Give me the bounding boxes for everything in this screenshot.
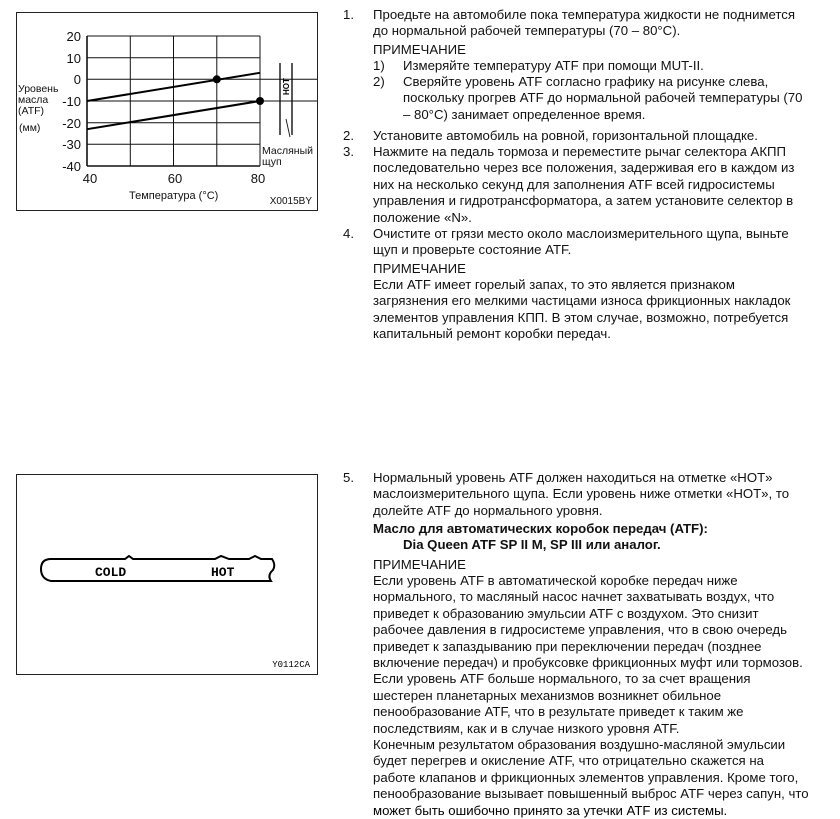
- note-text: пенообразование ATF, что в результате приведет к таким же: [373, 704, 744, 720]
- step-number: 1.: [343, 7, 354, 22]
- dipstick-shape: [41, 556, 274, 581]
- fluid-spec-title: Масло для автоматических коробок передач (ATF):: [373, 521, 708, 536]
- step-text: щуп и проверьте состояние ATF.: [373, 242, 572, 258]
- step-number: 5.: [343, 470, 354, 485]
- note-heading: ПРИМЕЧАНИЕ: [373, 42, 466, 57]
- step-text: Очистите от грязи место около маслоизмерительного щупа, выньте: [373, 226, 789, 241]
- svg-text:Уровень: Уровень: [18, 83, 59, 95]
- note-item-text: поскольку прогрев ATF до нормальной рабочей температуры (70: [403, 90, 803, 106]
- svg-text:Масляный: Масляный: [262, 145, 313, 157]
- svg-text:10: 10: [66, 51, 81, 66]
- note-text: шестерен планетарных механизмов возникнет обильное: [373, 687, 722, 703]
- note-heading: ПРИМЕЧАНИЕ: [373, 557, 466, 572]
- note-text: элементов управления КПП. В этом случае, возможно, потребуется: [373, 309, 789, 325]
- hot-mark-label: HOT: [211, 565, 235, 580]
- note-heading: ПРИМЕЧАНИЕ: [373, 261, 466, 276]
- svg-text:-40: -40: [62, 159, 81, 174]
- svg-text:-20: -20: [62, 116, 81, 131]
- note-item-text: – 80°C) занимает определенное время.: [403, 106, 646, 122]
- step-text: Проедьте на автомобиле пока температура жидкости не поднимется: [373, 7, 796, 22]
- hot-mark-label: HOT: [282, 78, 291, 95]
- figure-code: X0015BY: [269, 196, 312, 207]
- step-text: Установите автомобиль на ровной, горизонтальной площадке.: [373, 128, 758, 143]
- y-axis-label: [18, 83, 59, 134]
- note-text: Если уровень ATF больше нормального, то за счет вращения: [373, 671, 751, 687]
- svg-text:20: 20: [66, 29, 81, 44]
- step-text: Нажмите на педаль тормоза и переместите рычаг селектора АКПП: [373, 144, 786, 159]
- note-item-number: 1): [373, 58, 385, 73]
- note-text: Если уровень ATF в автоматической коробке передач ниже: [373, 573, 738, 588]
- step-text: Нормальный уровень ATF должен находиться на отметке «HOT»: [373, 470, 773, 485]
- lower-marker: [256, 97, 264, 105]
- step-number: 4.: [343, 226, 354, 241]
- dipstick-figure: [16, 474, 318, 675]
- step-text: маслоизмерительного щупа. Если уровень ниже отметки «HOT», то: [373, 486, 790, 502]
- svg-text:60: 60: [167, 171, 183, 186]
- step-text: долейте ATF до нормального уровня.: [373, 502, 603, 518]
- note-text: будет перегрев и окисление ATF, что отрицательно скажется на: [373, 753, 764, 769]
- note-text: рабочее давления в гидросистеме управления, что в свою очередь: [373, 622, 787, 638]
- fluid-spec: [373, 521, 838, 554]
- upper-marker: [213, 75, 221, 83]
- svg-text:масла: масла: [18, 94, 49, 106]
- note-text: пенообразование вызывает повышенный выброс ATF через сапун, что: [373, 786, 809, 802]
- svg-text:80: 80: [250, 171, 266, 186]
- note-body: [373, 277, 838, 343]
- note-text: может быть ошибочно принято за утечки ATF из системы.: [373, 802, 728, 818]
- step-text: до нормальной рабочей температуры (70 – 80°C).: [373, 23, 681, 39]
- dipstick-illustration: [17, 475, 319, 676]
- svg-text:(мм): (мм): [19, 122, 41, 134]
- dipstick-scale: [280, 63, 292, 137]
- cold-mark-label: COLD: [95, 565, 127, 580]
- note-item-text: Сверяйте уровень ATF согласно графику на рисунке слева,: [403, 74, 769, 89]
- figure-code: Y0112CA: [272, 660, 310, 670]
- atf-level-chart-figure: [16, 12, 318, 211]
- note-text: Если ATF имеет горелый запах, то это является признаком: [373, 277, 735, 292]
- svg-text:-30: -30: [62, 137, 81, 152]
- atf-level-chart: [17, 13, 319, 212]
- note-text: загрязнения его мелкими частицами износа фрикционных накладок: [373, 293, 791, 309]
- note-text: приведет к запаздыванию при переключении передач (позднее: [373, 638, 762, 654]
- note-text: включение передач) и пробуксовке фрикционных муфт или тормозов.: [373, 655, 803, 671]
- svg-text:-10: -10: [62, 94, 81, 109]
- x-tick-labels: [83, 171, 265, 186]
- step-text: управления и гидротрансформатора, а затем установите селектор в: [373, 193, 794, 209]
- note-text: Конечным результатом образования воздушно-масляной эмульсии: [373, 737, 786, 753]
- note-item-text: Измеряйте температуру ATF при помощи MUT-II.: [403, 58, 704, 73]
- svg-text:40: 40: [82, 171, 98, 186]
- svg-text:щуп: щуп: [262, 156, 282, 168]
- svg-text:0: 0: [73, 72, 81, 87]
- step-text: последовательно через все положения, задерживая его в каждом из: [373, 160, 795, 176]
- note-text: работе клапанов и фрикционных элементов управления. Кроме того,: [373, 769, 799, 785]
- note-text: последствиям, как и в случае низкого уровня ATF.: [373, 720, 680, 736]
- note-body: [373, 573, 838, 819]
- step-text: положение «N».: [373, 209, 472, 225]
- fluid-spec-value: Dia Queen ATF SP II M, SP III или аналог.: [403, 537, 661, 553]
- note-text: капитальный ремонт коробки передач.: [373, 326, 611, 342]
- dipstick-callout: [262, 145, 313, 168]
- note-text: нормального, то масляный насос начнет захватывать воздух, что: [373, 589, 775, 605]
- step-text: них на несколько секунд для заполнения ATF всей гидросистемы: [373, 176, 775, 192]
- x-axis-label: Температура (°C): [129, 190, 219, 202]
- note-text: приведет к образованию эмульсии ATF с воздухом. Это снизит: [373, 605, 759, 621]
- note-item-number: 2): [373, 74, 385, 89]
- step-number: 3.: [343, 144, 354, 159]
- step-number: 2.: [343, 128, 354, 143]
- y-tick-labels: [62, 29, 81, 174]
- svg-text:(ATF): (ATF): [18, 105, 45, 117]
